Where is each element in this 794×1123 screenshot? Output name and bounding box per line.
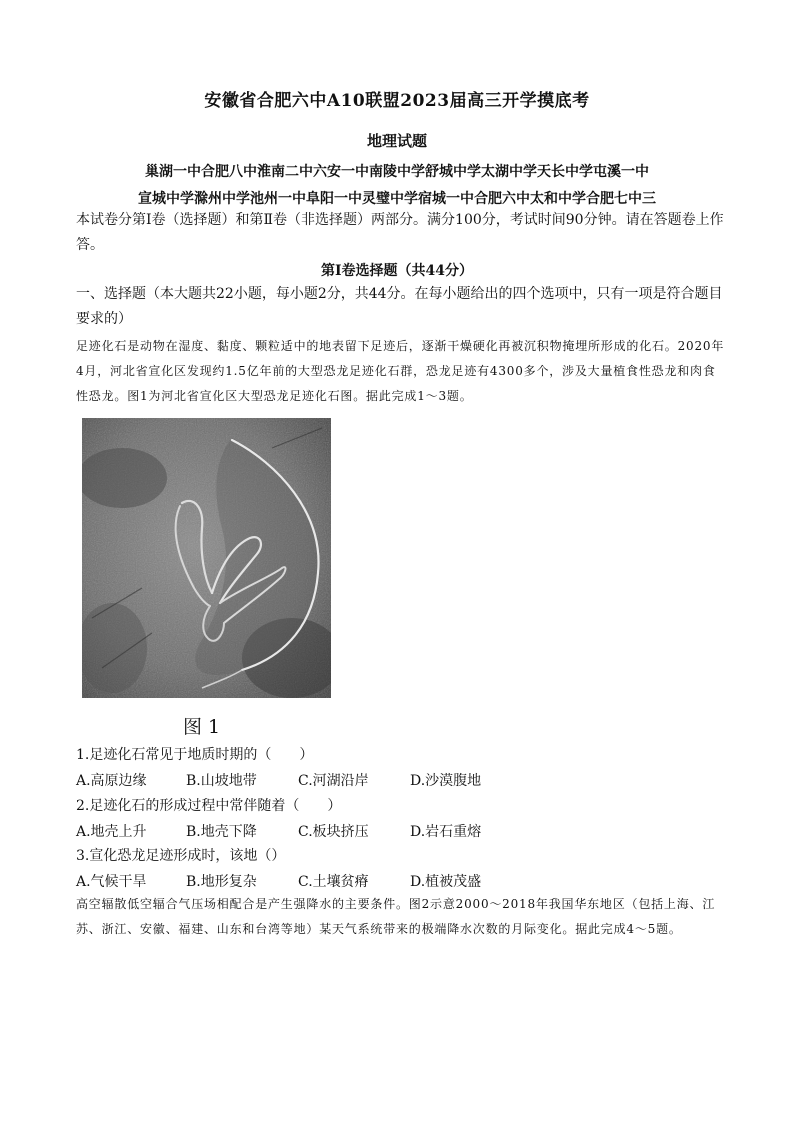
- q1-option-d[interactable]: D.沙漠腹地: [410, 773, 482, 789]
- schools-line-2: 宣城中学滁州中学池州一中阜阳一中灵璧中学宿城一中合肥六中太和中学合肥七中三: [138, 191, 656, 207]
- question-3-options: [76, 871, 726, 893]
- q2-option-c[interactable]: C.板块挤压: [298, 824, 369, 840]
- q1-option-a[interactable]: A.高原边缘: [76, 773, 147, 789]
- section-description: 一、选择题（本大题共22小题，每小题2分，共44分。在每小题给出的四个选项中，只有一项是符合题目要求的）: [76, 286, 723, 327]
- figure-1-caption: 图 1: [183, 716, 221, 738]
- q3-option-d[interactable]: D.植被茂盛: [410, 874, 482, 890]
- question-1-stem: 1.足迹化石常见于地质时期的（ ）: [76, 747, 314, 763]
- question-3-stem: 3.宣化恐龙足迹形成时，该地（）: [76, 848, 286, 864]
- q1-option-b[interactable]: B.山坡地带: [186, 773, 257, 789]
- exam-title: 安徽省合肥六中A10联盟2023届高三开学摸底考: [204, 91, 590, 111]
- material-1: 足迹化石是动物在湿度、黏度、颗粒适中的地表留下足迹后，逐渐干燥硬化再被沉积物掩埋所形成的化石。2020年4月，河北省宣化区发现约1.5亿年前的大型恐龙足迹化石群，恐龙足迹有4300多个，涉及大量植食性恐龙和肉食性恐龙。图1为河北省宣化区大型恐龙足迹化石图。据此完成1～3题。: [76, 339, 725, 403]
- footprint-image-icon: [82, 418, 331, 698]
- question-2-stem: 2.足迹化石的形成过程中常伴随着（ ）: [76, 798, 342, 814]
- exam-instructions: 本试卷分第Ⅰ卷（选择题）和第Ⅱ卷（非选择题）两部分。满分100分，考试时间90分钟。请在答题卷上作答。: [76, 212, 724, 253]
- question-1-options: [76, 770, 726, 792]
- q2-option-a[interactable]: A.地壳上升: [76, 824, 147, 840]
- section-heading: 第Ⅰ卷选择题（共44分）: [320, 263, 474, 279]
- material-2: 高空辐散低空辐合气压场相配合是产生强降水的主要条件。图2示意2000～2018年我国华东地区（包括上海、江苏、浙江、安徽、福建、山东和台湾等地）某天气系统带来的极端降水次数的月际变化。据此完成4～5题。: [76, 897, 716, 936]
- subject-title: 地理试题: [366, 132, 427, 150]
- schools-line-1: 巢湖一中合肥八中淮南二中六安一中南陵中学舒城中学太湖中学天长中学屯溪一中: [145, 164, 649, 180]
- q3-option-c[interactable]: C.土壤贫瘠: [298, 874, 369, 890]
- q2-option-b[interactable]: B.地壳下降: [186, 824, 257, 840]
- dinosaur-footprint-photo: [82, 418, 331, 698]
- q3-option-b[interactable]: B.地形复杂: [186, 874, 257, 890]
- q2-option-d[interactable]: D.岩石重熔: [410, 824, 482, 840]
- q3-option-a[interactable]: A.气候干旱: [76, 874, 147, 890]
- question-2-options: [76, 821, 726, 843]
- q1-option-c[interactable]: C.河湖沿岸: [298, 773, 369, 789]
